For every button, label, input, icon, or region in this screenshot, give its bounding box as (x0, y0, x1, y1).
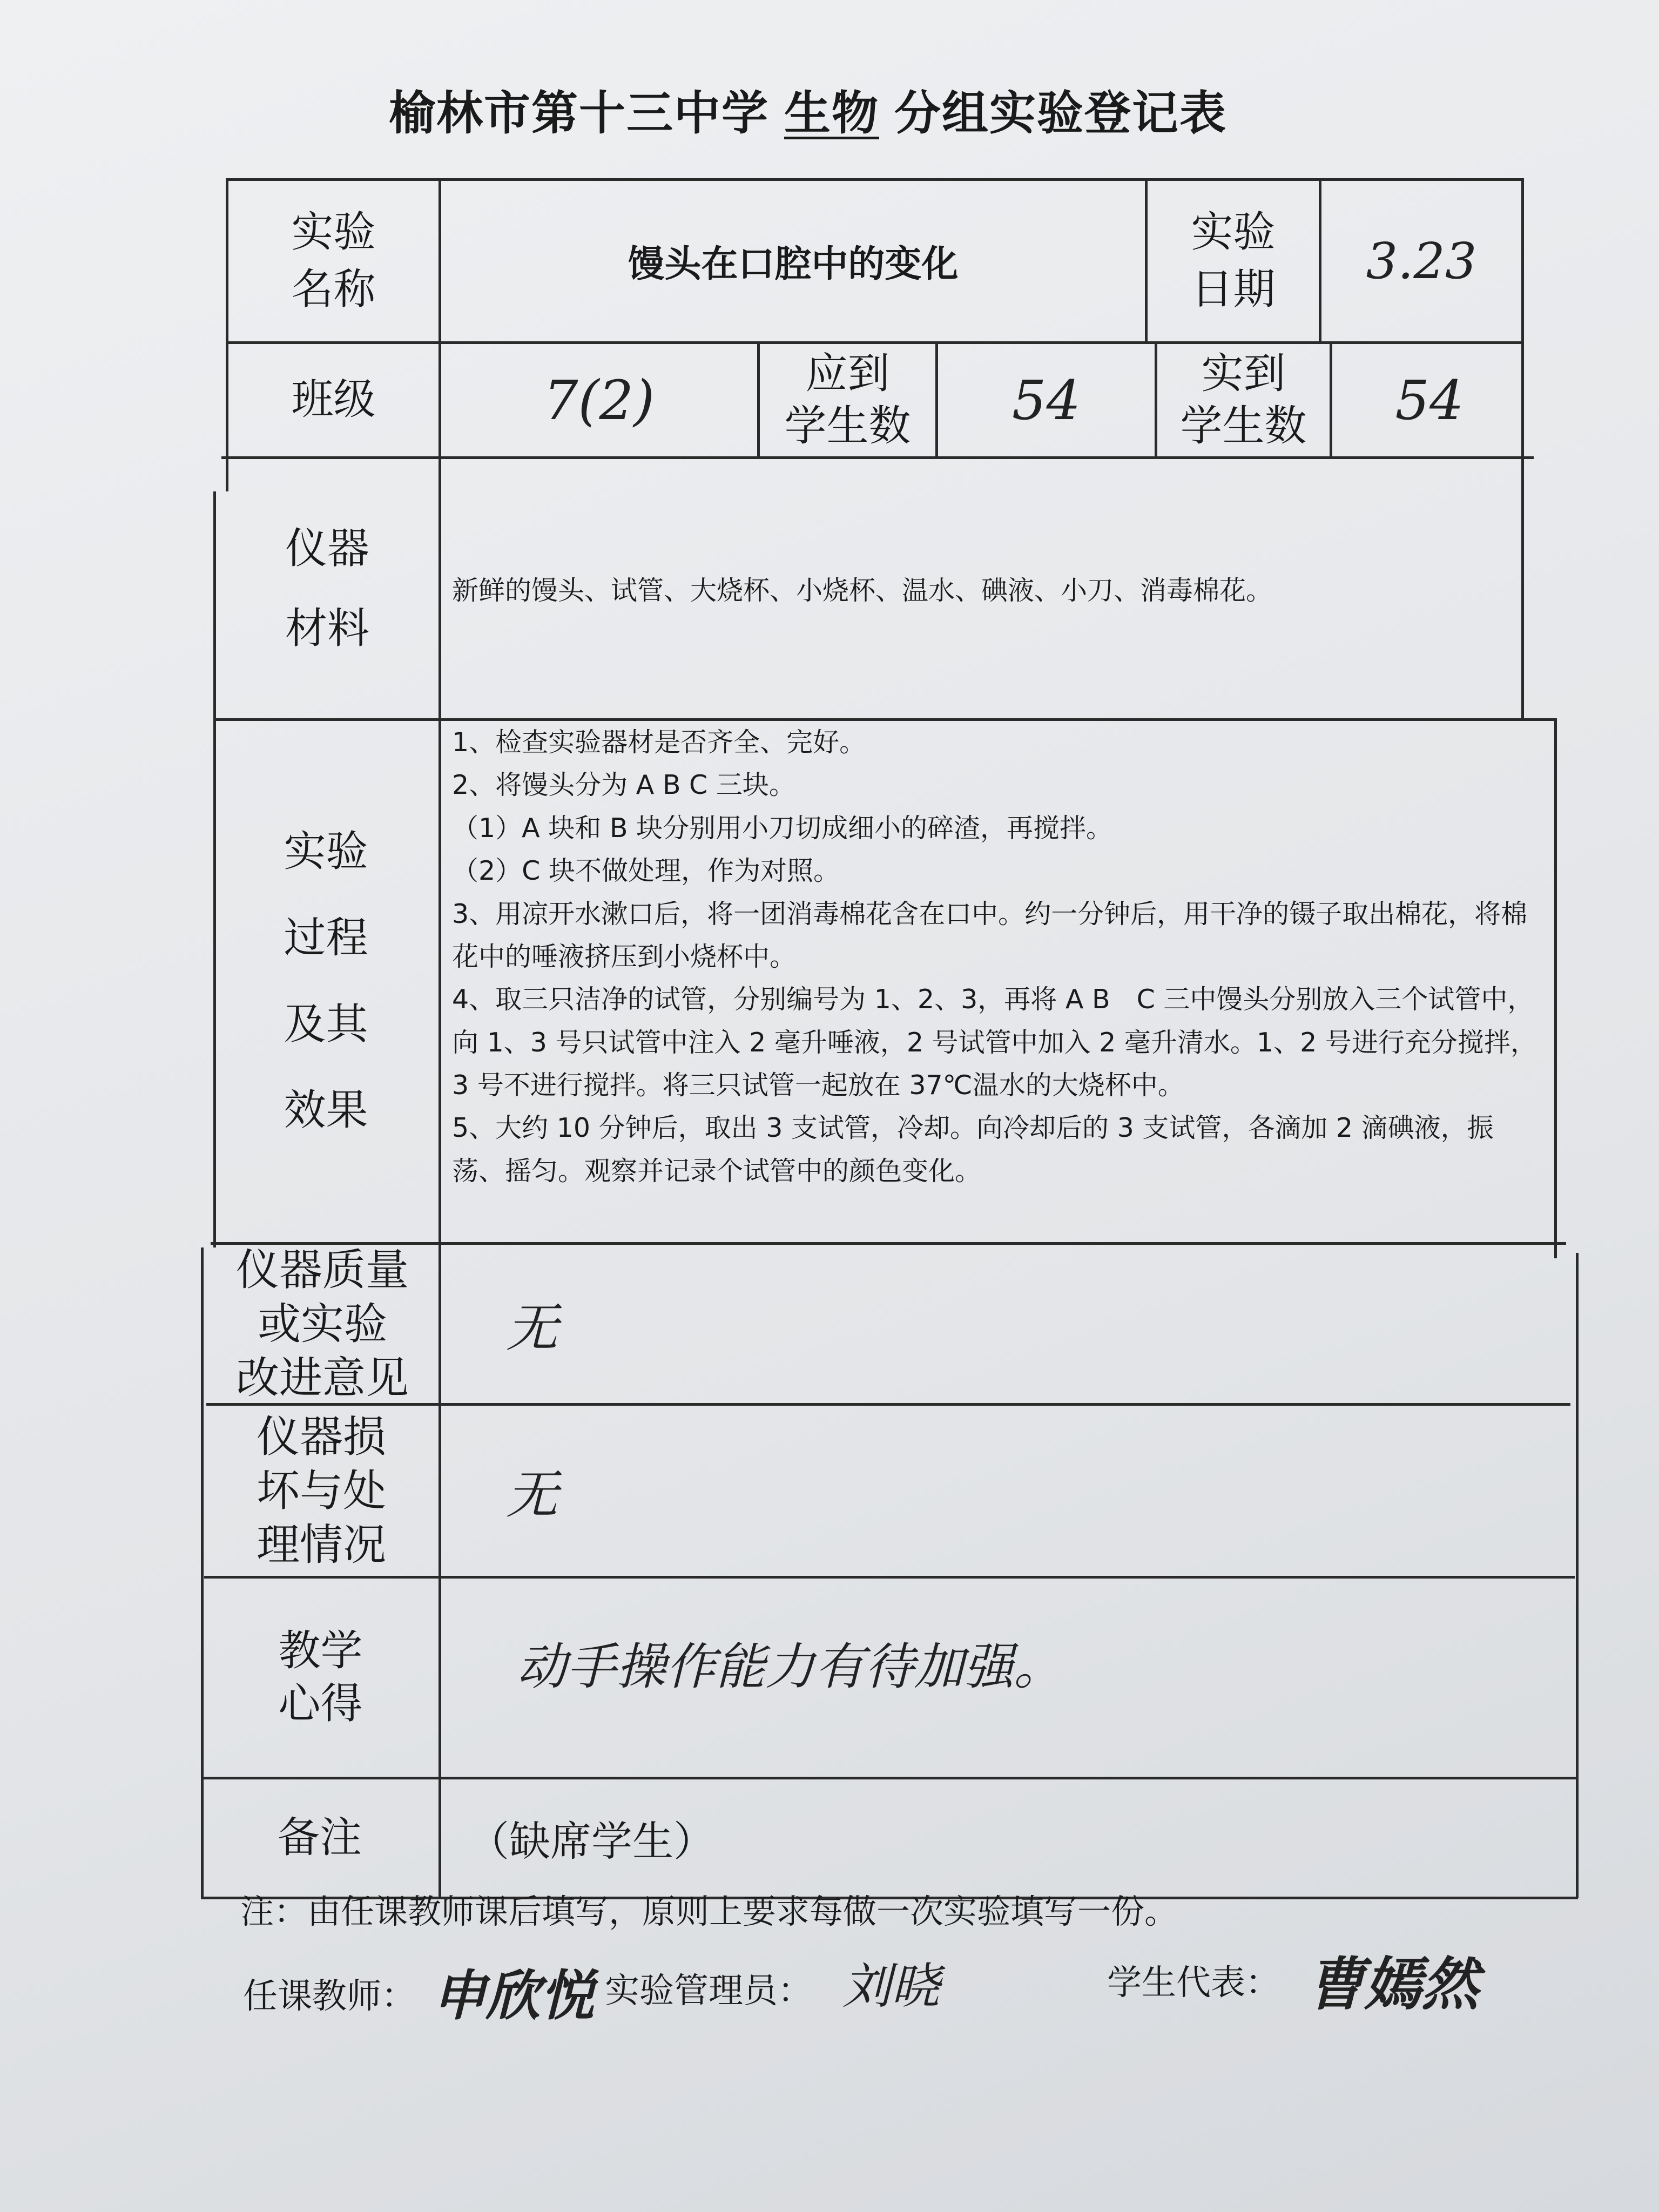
procedure-step: 4、取三只洁净的试管，分别编号为 1、2、3，再将 A B C 三中馒头分别放入三个试管中，向 1、3 号只试管中注入 2 毫升唾液，2 号试管中加入 2 毫升清水。1、2 号进行充分搅拌，3 号不进行搅拌。将三只试管一起放在 37℃温水的大烧杯中。 (452, 984, 1537, 1101)
class-value: 7(2) (543, 368, 655, 432)
experiment-date-value: 3.23 (1366, 232, 1477, 290)
teaching-reflection-value: 动手操作能力有待加强。 (517, 1638, 1064, 1696)
expected-students-label: 应到 学生数 (784, 349, 911, 450)
procedure-step: 3、用凉开水漱口后，将一团消毒棉花含在口中。约一分钟后，用干净的镊子取出棉花，将棉花中的唾液挤压到小烧杯中。 (452, 898, 1528, 972)
procedure-step: 5、大约 10 分钟后，取出 3 支试管，冷却。向冷却后的 3 支试管，各滴加 2 滴碘液，振荡、摇匀。观察并记录个试管中的颜色变化。 (452, 1112, 1494, 1186)
admin-label: 实验管理员： (605, 1971, 812, 2011)
damage-value: 无 (506, 1465, 558, 1525)
form-title (389, 76, 1361, 143)
equipment-label: 仪器 材料 (285, 524, 369, 653)
subject-field: 生物 (784, 86, 879, 140)
footer-note: 注：由任课教师课后填写，原则上要求每做一次实验填写一份。 (240, 1892, 1178, 1931)
procedure-step: 2、将馒头分为 A B C 三块。 (452, 770, 795, 801)
student-rep-label: 学生代表： (1107, 1963, 1280, 2003)
procedure-step: （2）C 块不做处理，作为对照。 (452, 855, 840, 887)
remarks-value: （缺席学生） (468, 1817, 714, 1865)
form-name: 分组实验登记表 (894, 86, 1227, 140)
teacher-signature: 申欣悦 (432, 1964, 594, 2027)
admin-signature: 刘晓 (842, 1958, 940, 2015)
teaching-reflection-label: 教学 心得 (278, 1627, 363, 1728)
experiment-name-value: 馒头在口腔中的变化 (628, 243, 959, 286)
student-rep-signature: 曹嫣然 (1307, 1950, 1479, 2018)
procedure-step: （1）A 块和 B 块分别用小刀切成细小的碎渣，再搅拌。 (452, 812, 1113, 844)
actual-students-label: 实到 学生数 (1180, 349, 1307, 450)
equipment-value: 新鲜的馒头、试管、大烧杯、小烧杯、温水、碘液、小刀、消毒棉花。 (452, 575, 1273, 606)
damage-label: 仪器损 坏与处 理情况 (257, 1411, 386, 1570)
quality-label: 仪器质量 或实验 改进意见 (236, 1244, 409, 1403)
remarks-label: 备注 (277, 1813, 362, 1862)
procedure-label: 实验 过程 及其 效果 (284, 827, 368, 1135)
actual-students-value: 54 (1395, 368, 1464, 432)
school-name: 榆林市第十三中学 (389, 86, 769, 140)
quality-value: 无 (506, 1298, 558, 1358)
experiment-date-label: 实验 日期 (1191, 208, 1276, 314)
expected-students-value: 54 (1011, 368, 1081, 432)
class-label: 班级 (291, 375, 376, 424)
experiment-name-label: 实验 名称 (291, 208, 376, 314)
procedure-steps (441, 721, 1554, 1242)
procedure-step: 1、检查实验器材是否齐全、完好。 (452, 727, 866, 758)
teacher-label: 任课教师： (243, 1977, 416, 2017)
